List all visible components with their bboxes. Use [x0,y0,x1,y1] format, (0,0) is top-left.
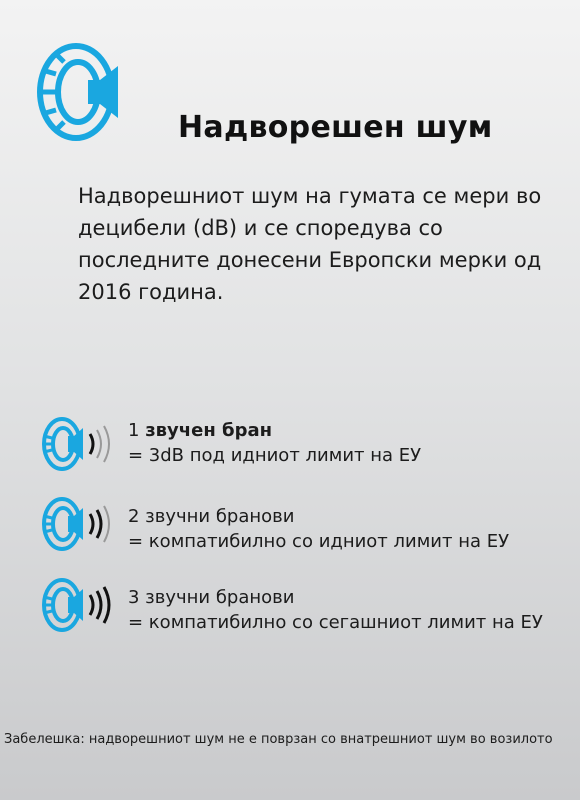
description-text: Надворешниот шум на гумата се мери во децибели (dB) и се споредува со последните донесени Европски мерки од 2016 година. [78,184,542,304]
header [28,34,568,144]
rating-2-text [128,504,509,554]
page-title: Надворешен шум [178,110,493,145]
rating-1-text [128,418,421,468]
rating-2-label: 2 звучни бранови [128,506,295,527]
noise-rating-3 [40,575,560,635]
tire-three-waves-icon [40,575,122,635]
rating-3-text [128,585,543,635]
rating-1-detail: = 3dB под идниот лимит на ЕУ [128,445,422,466]
tire-one-wave-icon [40,414,122,474]
tire-noise-icon [34,40,130,144]
noise-rating-2 [40,494,560,554]
noise-rating-1 [40,414,560,474]
tire-two-waves-icon [40,494,122,554]
rating-3-label: 3 звучни бранови [128,587,295,608]
rating-1-label: звучен бран [145,420,273,441]
rating-3-detail: = компатибилно со сегашниот лимит на ЕУ [128,612,543,633]
rating-1-number: 1 [128,420,140,441]
footnote: Забелешка: надворешниот шум не е поврзан со внатрешниот шум во возилото [4,732,553,747]
rating-2-detail: = компатибилно со идниот лимит на ЕУ [128,531,510,552]
